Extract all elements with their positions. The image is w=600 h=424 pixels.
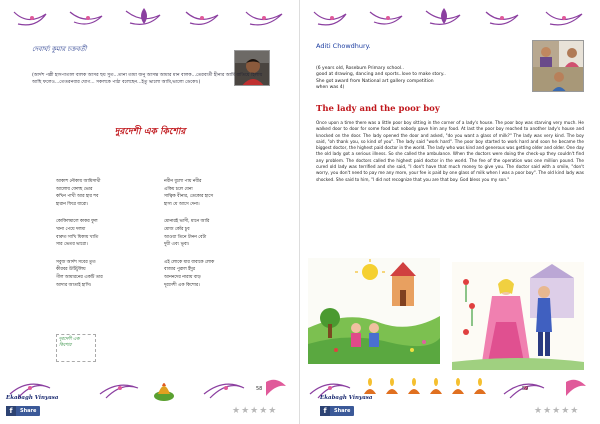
poem-line: এই লোকে যার বাবাকে লোক [164, 259, 215, 265]
stanza [164, 178, 214, 208]
bio-line: when was 4) [316, 85, 345, 91]
poem-signature-box [56, 334, 96, 362]
stanza [56, 178, 103, 208]
poem-column-right [164, 178, 214, 299]
story-body: Once upon a time there was a little poor boy sitting in the corner of a lady's house. The poor boy was starving very much. He walked door to door for some food but nobody gave him any food. At last the poor boy reached to another lady's house and knocked on the door. The lady opened the door and asked, "do you want a glass of milk?" The lady was very kind. The boy said, "oh thank you, so kind of you". The lady said "work hard". The poor boy started to work hard and soon he became the biggest doctor, the highest paid doctor in the world. The lady who was kind and generous was getting older and older. One day the old lady got a serious illness. So she called the ambulance. When the doctors were doing the check-up they couldn't find any problem. The doctors called the highest paid doctor in the world. The fee of the operation was one million pound. The cured old lady was terrified and she said, "I don't have that much money to give you. The doctor said with a smile, "don't worry, you don't need to pay me any more, your fee is paid by one glass of milk when I was a poor boy". The old kind lady was shocked. She said to him, "I did not recognize that you are that boy. God bless you my son." [316, 120, 584, 182]
poem-line: হারান ফিরে যারো। [56, 201, 89, 207]
poem-line: গীল আমারনের একটি তার [56, 274, 103, 280]
poem-line: বারুত সাখি যিকায় খাতি [56, 234, 99, 240]
poem-column-left [56, 178, 103, 299]
facebook-icon: f [320, 406, 330, 416]
poem-line: সার ভেতর ভারো। [56, 242, 88, 248]
rating-stars[interactable]: ★★★★★ [534, 406, 580, 416]
stanza [164, 218, 214, 248]
child-drawing-princess [452, 262, 584, 370]
author-name: Aditi Chowdhury. [316, 42, 371, 50]
poem-line: নবীন ধুলো পায় নবীর [164, 179, 202, 184]
child-photos-image [533, 41, 584, 92]
rating-stars[interactable]: ★★★★★ [232, 406, 278, 416]
child-drawing-park [308, 258, 440, 364]
right-page [300, 0, 600, 424]
magazine-brand-logo: Ekabagh Vinyasa [320, 395, 373, 401]
story-title: The lady and the poor boy [316, 104, 440, 114]
poem-line: মোনারই ভাসী, মানে আরি [164, 219, 210, 225]
poem-line: আননদের নারায় বাড় [164, 274, 201, 280]
magazine-brand-logo: Ekabagh Vinyasa [6, 395, 59, 401]
bio-line: She got award from National art gallery competition [316, 78, 434, 84]
author-name: দেবার্ঘ্য কুমার চক্রবর্তী [32, 45, 87, 53]
poem-line: আকাশ নৌকায় আমিসাথী [56, 179, 101, 184]
facebook-share-button[interactable] [320, 406, 354, 416]
top-ornament-border [310, 6, 590, 32]
poem-line: কীরবর উটিটুলিয় [56, 267, 86, 273]
author-bio: (আর্দশ পল্লী হাসপাতাল বালক আসর ছয় সুত...তানা তামা জনু আসন্ত আমার মান বালক...তেরবার্তী হীনার আর্মি বাতিয়ে হিলায় আছি ফলেও...তেতরনবার ঘোগ... সকলকে পাঠা বলেছেন...ইতু ভালো আমি,ভালো ডেকো।) [32, 73, 263, 85]
poem-line: বাজার পুরাল ইঁদুর [164, 267, 196, 273]
poem-line: খানা পেয়ে দলমা [56, 226, 86, 232]
poem-line: সাত্বিক বীনার, ডেকোর হাসে [164, 194, 213, 200]
poem-line: সবুজ আর্দশ সবের তুত [56, 259, 96, 265]
poem-line: কোকিলমালে কাকর ফুল [56, 219, 98, 225]
poem-line: একিয় চলে যেনা [164, 186, 193, 192]
facebook-icon: f [6, 406, 16, 416]
bio-line: good at drawing, dancing and sports..love to make story.. [316, 72, 446, 78]
author-bio [316, 66, 516, 92]
poem-line: আওয়া তিনে টানন বেটা [164, 234, 207, 240]
facebook-share-button[interactable] [6, 406, 40, 416]
top-ornament-border [10, 6, 290, 32]
stanza [56, 218, 103, 248]
share-label: Share [334, 408, 351, 414]
stanza [164, 259, 214, 289]
poem-line: দূরদেশী এক কিশোর। [164, 282, 200, 288]
poem-line: কখিন পাখী আর হার শব [56, 194, 99, 200]
poem-line: আলোয় ফেলছ ভোর [56, 186, 93, 192]
poem-line: হাস্য যে আসে দেনা। [164, 201, 200, 207]
author-photo-collage [532, 40, 584, 92]
page-number: 58 [256, 386, 263, 392]
handwritten-signature: দূরদেশী এক কিশোর [59, 337, 80, 348]
stanza [56, 259, 103, 289]
page-number: 59 [522, 386, 529, 392]
poem-line: দুয়ী এবং ভূবা। [164, 242, 190, 248]
bio-line: (6 years old, Rosebum Primary school.. [316, 66, 405, 71]
share-label: Share [20, 408, 37, 414]
poem-title: দুরদেশী এক কিশোর [114, 127, 186, 137]
poem-line: মোজ কোঁর চুব [164, 226, 190, 232]
poem-line: আদার আতাই হাসি। [56, 282, 92, 288]
